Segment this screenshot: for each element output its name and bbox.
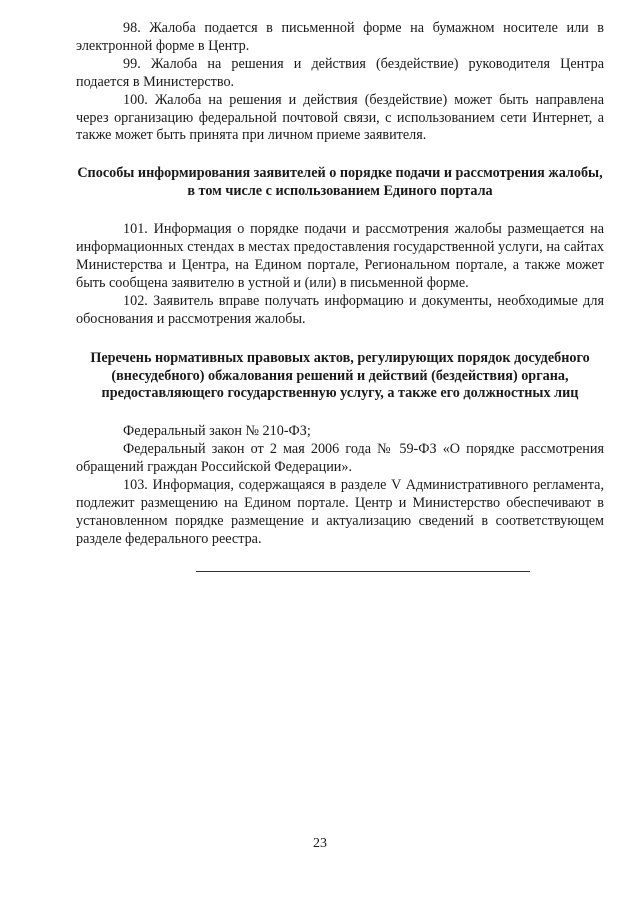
law-210-fz: Федеральный закон № 210-ФЗ; [123,423,311,440]
paragraph-99: 99. Жалоба на решения и действия (бездействие) руководителя Центра подается в Министерство. [76,55,604,90]
paragraph-103: 103. Информация, содержащаяся в разделе V Административного регламента, подлежит размещению на Едином портале. Центр и Министерство обеспечивают в установленном порядке размещение и актуализацию сведений в соответствующем разделе федерального реестра. [76,477,604,547]
spacer [76,403,604,423]
paragraph-98: 98. Жалоба подается в письменной форме на бумажном носителе или в электронной форме в Центр. [76,20,604,54]
paragraph-101: 101. Информация о порядке подачи и рассмотрения жалобы размещается на информационных стендах в местах предоставления государственной услуги, на сайтах Министерства и Центра, на Едином портале, Региональном портале, а также может быть сообщена заявителю в устной и (или) в письменной форме. [76,221,604,291]
law-59-fz: Федеральный закон от 2 мая 2006 года № 59-ФЗ «О порядке рассмотрения обращений граждан Российской Федерации». [76,441,604,476]
paragraph-102: 102. Заявитель вправе получать информацию и документы, необходимые для обоснования и рассмотрения жалобы. [76,292,604,327]
document-page [76,20,604,549]
spacer [76,145,604,165]
page-number: 23 [313,836,327,851]
heading-legal-acts: Перечень нормативных правовых актов, регулирующих порядок досудебного (внесудебного) обжалования решений и действий (бездействия) органа, предоставляющего государственную услугу, а также его должностных лиц [90,349,590,402]
heading-informing: Способы информирования заявителей о порядке подачи и рассмотрения жалобы, в том числе с использованием Единого портала [77,165,603,200]
spacer [76,201,604,221]
paragraph-100: 100. Жалоба на решения и действия (бездействие) может быть направлена через организацию федеральной почтовой связи, с использованием сети Интернет, а также может быть принята при личном приеме заявителя. [76,91,604,144]
spacer [76,329,604,350]
horizontal-divider [196,571,530,572]
